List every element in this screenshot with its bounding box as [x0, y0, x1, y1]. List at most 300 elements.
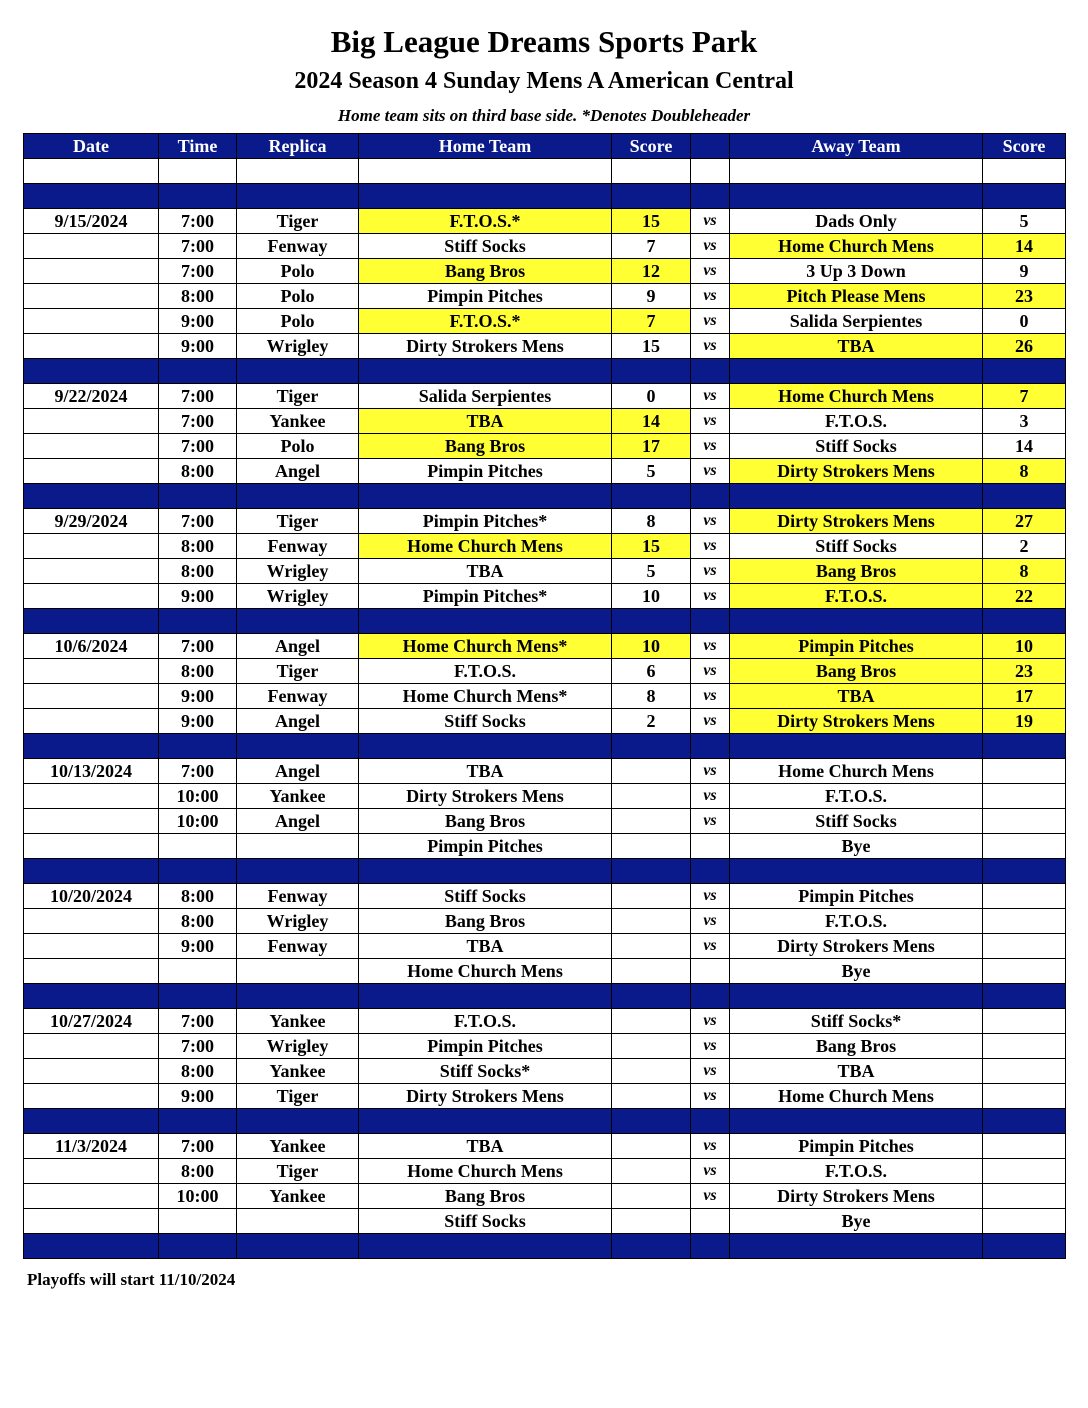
time-cell: 7:00	[159, 209, 237, 234]
separator-cell	[24, 184, 159, 209]
week-separator-row	[24, 859, 1066, 884]
home-team-cell: TBA	[359, 559, 612, 584]
separator-cell	[612, 984, 691, 1009]
date-cell	[24, 1184, 159, 1209]
time-cell: 10:00	[159, 1184, 237, 1209]
separator-cell	[24, 1234, 159, 1259]
time-cell: 9:00	[159, 934, 237, 959]
separator-cell	[159, 734, 237, 759]
separator-cell	[24, 359, 159, 384]
home-score-cell	[612, 784, 691, 809]
blank-cell	[237, 159, 359, 184]
separator-cell	[24, 484, 159, 509]
home-team-cell: Bang Bros	[359, 259, 612, 284]
home-score-cell: 15	[612, 209, 691, 234]
game-row	[24, 459, 1066, 484]
home-score-cell: 5	[612, 459, 691, 484]
home-team-cell: Stiff Socks	[359, 1209, 612, 1234]
replica-cell: Wrigley	[237, 584, 359, 609]
vs-cell: vs	[691, 384, 730, 409]
home-score-cell	[612, 934, 691, 959]
column-header-replica: Replica	[237, 134, 359, 159]
separator-cell	[237, 359, 359, 384]
away-score-cell: 14	[983, 434, 1066, 459]
home-score-cell: 8	[612, 684, 691, 709]
vs-cell: vs	[691, 584, 730, 609]
game-row	[24, 1159, 1066, 1184]
separator-cell	[691, 484, 730, 509]
away-score-cell	[983, 1009, 1066, 1034]
away-team-cell: Dads Only	[730, 209, 983, 234]
week-separator-row	[24, 484, 1066, 509]
replica-cell: Wrigley	[237, 559, 359, 584]
away-team-cell: F.T.O.S.	[730, 909, 983, 934]
game-row	[24, 684, 1066, 709]
away-team-cell: Dirty Strokers Mens	[730, 934, 983, 959]
replica-cell	[237, 959, 359, 984]
time-cell: 8:00	[159, 909, 237, 934]
separator-cell	[691, 984, 730, 1009]
away-team-cell: Pimpin Pitches	[730, 634, 983, 659]
game-row	[24, 1084, 1066, 1109]
home-team-cell: Pimpin Pitches	[359, 284, 612, 309]
separator-cell	[612, 609, 691, 634]
separator-cell	[983, 1234, 1066, 1259]
separator-cell	[730, 484, 983, 509]
time-cell	[159, 834, 237, 859]
away-score-cell: 10	[983, 634, 1066, 659]
date-cell: 11/3/2024	[24, 1134, 159, 1159]
away-team-cell: Salida Serpientes	[730, 309, 983, 334]
game-row	[24, 959, 1066, 984]
home-team-cell: Salida Serpientes	[359, 384, 612, 409]
home-team-cell: Home Church Mens	[359, 534, 612, 559]
column-header-date: Date	[24, 134, 159, 159]
separator-cell	[691, 734, 730, 759]
column-header-vs	[691, 134, 730, 159]
away-team-cell: Home Church Mens	[730, 234, 983, 259]
home-score-cell	[612, 1084, 691, 1109]
separator-cell	[730, 984, 983, 1009]
time-cell: 8:00	[159, 1059, 237, 1084]
away-team-cell: Pitch Please Mens	[730, 284, 983, 309]
away-team-cell: F.T.O.S.	[730, 409, 983, 434]
separator-cell	[24, 1109, 159, 1134]
home-score-cell: 9	[612, 284, 691, 309]
away-score-cell: 14	[983, 234, 1066, 259]
home-score-cell: 5	[612, 559, 691, 584]
away-score-cell: 7	[983, 384, 1066, 409]
home-team-cell: F.T.O.S.*	[359, 209, 612, 234]
away-score-cell	[983, 834, 1066, 859]
away-score-cell	[983, 759, 1066, 784]
away-team-cell: TBA	[730, 684, 983, 709]
replica-cell: Tiger	[237, 209, 359, 234]
date-cell	[24, 1084, 159, 1109]
replica-cell: Polo	[237, 309, 359, 334]
time-cell: 8:00	[159, 559, 237, 584]
away-team-cell: Bye	[730, 834, 983, 859]
separator-cell	[359, 734, 612, 759]
home-score-cell: 0	[612, 384, 691, 409]
game-row	[24, 234, 1066, 259]
time-cell: 9:00	[159, 334, 237, 359]
home-team-cell: Pimpin Pitches	[359, 459, 612, 484]
away-team-cell: Bang Bros	[730, 1034, 983, 1059]
separator-cell	[983, 734, 1066, 759]
separator-cell	[237, 984, 359, 1009]
vs-cell: vs	[691, 709, 730, 734]
home-team-cell: Bang Bros	[359, 909, 612, 934]
date-cell	[24, 534, 159, 559]
away-team-cell: F.T.O.S.	[730, 784, 983, 809]
home-team-cell: Stiff Socks	[359, 234, 612, 259]
away-score-cell: 2	[983, 534, 1066, 559]
time-cell: 7:00	[159, 409, 237, 434]
separator-cell	[359, 359, 612, 384]
home-score-cell: 12	[612, 259, 691, 284]
game-row	[24, 434, 1066, 459]
time-cell: 8:00	[159, 1159, 237, 1184]
time-cell: 8:00	[159, 659, 237, 684]
separator-cell	[24, 609, 159, 634]
time-cell: 8:00	[159, 459, 237, 484]
away-score-cell: 9	[983, 259, 1066, 284]
blank-cell	[691, 159, 730, 184]
week-separator-row	[24, 984, 1066, 1009]
away-score-cell	[983, 1134, 1066, 1159]
separator-cell	[983, 609, 1066, 634]
date-cell	[24, 284, 159, 309]
game-row	[24, 584, 1066, 609]
home-team-cell: TBA	[359, 759, 612, 784]
time-cell: 7:00	[159, 1009, 237, 1034]
replica-cell: Polo	[237, 284, 359, 309]
home-team-cell: Home Church Mens	[359, 1159, 612, 1184]
separator-cell	[159, 859, 237, 884]
replica-cell: Tiger	[237, 384, 359, 409]
time-cell: 8:00	[159, 534, 237, 559]
home-team-cell: Home Church Mens	[359, 959, 612, 984]
blank-row	[24, 159, 1066, 184]
away-score-cell	[983, 784, 1066, 809]
home-score-cell: 10	[612, 634, 691, 659]
column-header-away-team: Away Team	[730, 134, 983, 159]
date-cell	[24, 434, 159, 459]
separator-cell	[612, 1109, 691, 1134]
time-cell: 10:00	[159, 809, 237, 834]
replica-cell: Yankee	[237, 1134, 359, 1159]
time-cell	[159, 959, 237, 984]
date-cell: 10/27/2024	[24, 1009, 159, 1034]
away-team-cell: Bang Bros	[730, 559, 983, 584]
replica-cell: Yankee	[237, 409, 359, 434]
time-cell: 10:00	[159, 784, 237, 809]
home-score-cell	[612, 809, 691, 834]
vs-cell: vs	[691, 1034, 730, 1059]
vs-cell: vs	[691, 1009, 730, 1034]
vs-cell: vs	[691, 1184, 730, 1209]
separator-cell	[691, 184, 730, 209]
game-row	[24, 509, 1066, 534]
date-cell	[24, 409, 159, 434]
separator-cell	[237, 859, 359, 884]
home-score-cell	[612, 1059, 691, 1084]
date-cell	[24, 559, 159, 584]
vs-cell: vs	[691, 784, 730, 809]
away-score-cell: 23	[983, 284, 1066, 309]
week-separator-row	[24, 184, 1066, 209]
replica-cell: Wrigley	[237, 1034, 359, 1059]
separator-cell	[237, 1234, 359, 1259]
column-header-away-score: Score	[983, 134, 1066, 159]
away-score-cell: 23	[983, 659, 1066, 684]
blank-cell	[730, 159, 983, 184]
date-cell: 9/15/2024	[24, 209, 159, 234]
column-header-time: Time	[159, 134, 237, 159]
separator-cell	[159, 609, 237, 634]
vs-cell: vs	[691, 884, 730, 909]
home-score-cell	[612, 884, 691, 909]
blank-cell	[612, 159, 691, 184]
time-cell: 7:00	[159, 259, 237, 284]
date-cell: 9/22/2024	[24, 384, 159, 409]
away-score-cell: 26	[983, 334, 1066, 359]
home-team-cell: TBA	[359, 409, 612, 434]
vs-cell: vs	[691, 334, 730, 359]
week-separator-row	[24, 734, 1066, 759]
separator-cell	[159, 984, 237, 1009]
separator-cell	[691, 1109, 730, 1134]
replica-cell	[237, 834, 359, 859]
date-cell	[24, 1034, 159, 1059]
away-team-cell: F.T.O.S.	[730, 584, 983, 609]
away-score-cell	[983, 1059, 1066, 1084]
blank-cell	[159, 159, 237, 184]
away-team-cell: Bye	[730, 959, 983, 984]
vs-cell: vs	[691, 1084, 730, 1109]
schedule-table	[23, 133, 1066, 1259]
separator-cell	[730, 1109, 983, 1134]
separator-cell	[24, 984, 159, 1009]
game-row	[24, 834, 1066, 859]
separator-cell	[983, 484, 1066, 509]
game-row	[24, 334, 1066, 359]
separator-cell	[983, 359, 1066, 384]
blank-cell	[983, 159, 1066, 184]
separator-cell	[691, 359, 730, 384]
game-row	[24, 884, 1066, 909]
away-team-cell: Home Church Mens	[730, 384, 983, 409]
home-score-cell	[612, 1159, 691, 1184]
date-cell: 10/6/2024	[24, 634, 159, 659]
away-score-cell: 19	[983, 709, 1066, 734]
vs-cell: vs	[691, 309, 730, 334]
column-header-home-score: Score	[612, 134, 691, 159]
separator-cell	[983, 184, 1066, 209]
blank-cell	[24, 159, 159, 184]
vs-cell: vs	[691, 1134, 730, 1159]
date-cell: 10/20/2024	[24, 884, 159, 909]
date-cell	[24, 784, 159, 809]
replica-cell: Polo	[237, 434, 359, 459]
time-cell: 9:00	[159, 709, 237, 734]
date-cell	[24, 334, 159, 359]
replica-cell: Wrigley	[237, 334, 359, 359]
separator-cell	[612, 359, 691, 384]
away-team-cell: Stiff Socks	[730, 809, 983, 834]
separator-cell	[237, 734, 359, 759]
vs-cell: vs	[691, 809, 730, 834]
away-score-cell: 22	[983, 584, 1066, 609]
separator-cell	[612, 484, 691, 509]
home-score-cell: 8	[612, 509, 691, 534]
separator-cell	[359, 1234, 612, 1259]
home-score-cell: 7	[612, 234, 691, 259]
replica-cell: Tiger	[237, 1084, 359, 1109]
date-cell	[24, 1209, 159, 1234]
column-header-home-team: Home Team	[359, 134, 612, 159]
separator-cell	[612, 184, 691, 209]
home-team-cell: Bang Bros	[359, 1184, 612, 1209]
away-score-cell: 8	[983, 459, 1066, 484]
replica-cell: Wrigley	[237, 909, 359, 934]
away-score-cell	[983, 809, 1066, 834]
away-score-cell	[983, 1184, 1066, 1209]
game-row	[24, 1059, 1066, 1084]
game-row	[24, 1009, 1066, 1034]
away-team-cell: Dirty Strokers Mens	[730, 509, 983, 534]
away-team-cell: Bang Bros	[730, 659, 983, 684]
time-cell: 9:00	[159, 309, 237, 334]
vs-cell: vs	[691, 434, 730, 459]
replica-cell: Fenway	[237, 234, 359, 259]
replica-cell: Fenway	[237, 884, 359, 909]
vs-cell: vs	[691, 534, 730, 559]
home-team-cell: Pimpin Pitches*	[359, 509, 612, 534]
separator-cell	[983, 859, 1066, 884]
home-team-cell: Pimpin Pitches*	[359, 584, 612, 609]
vs-cell: vs	[691, 459, 730, 484]
page-subtitle: 2024 Season 4 Sunday Mens A American Central	[294, 68, 794, 94]
separator-cell	[237, 484, 359, 509]
away-score-cell	[983, 1034, 1066, 1059]
separator-cell	[612, 859, 691, 884]
game-row	[24, 809, 1066, 834]
time-cell: 7:00	[159, 384, 237, 409]
replica-cell: Yankee	[237, 1059, 359, 1084]
separator-cell	[237, 609, 359, 634]
vs-cell: vs	[691, 259, 730, 284]
home-team-cell: Pimpin Pitches	[359, 1034, 612, 1059]
game-row	[24, 259, 1066, 284]
home-team-cell: Dirty Strokers Mens	[359, 334, 612, 359]
time-cell: 7:00	[159, 759, 237, 784]
away-team-cell: TBA	[730, 334, 983, 359]
playoffs-note: Playoffs will start 11/10/2024	[27, 1270, 236, 1289]
separator-cell	[730, 184, 983, 209]
separator-cell	[730, 734, 983, 759]
game-row	[24, 559, 1066, 584]
vs-cell: vs	[691, 759, 730, 784]
vs-cell: vs	[691, 1059, 730, 1084]
home-score-cell: 15	[612, 334, 691, 359]
blank-cell	[359, 159, 612, 184]
separator-cell	[359, 609, 612, 634]
replica-cell: Angel	[237, 759, 359, 784]
away-team-cell: Dirty Strokers Mens	[730, 709, 983, 734]
date-cell	[24, 959, 159, 984]
vs-cell: vs	[691, 684, 730, 709]
home-score-cell	[612, 1184, 691, 1209]
separator-cell	[730, 1234, 983, 1259]
game-row	[24, 909, 1066, 934]
separator-cell	[237, 184, 359, 209]
home-team-cell: Stiff Socks*	[359, 1059, 612, 1084]
home-score-cell: 14	[612, 409, 691, 434]
game-row	[24, 1134, 1066, 1159]
game-row	[24, 384, 1066, 409]
game-row	[24, 309, 1066, 334]
vs-cell: vs	[691, 659, 730, 684]
away-score-cell	[983, 909, 1066, 934]
away-score-cell	[983, 1209, 1066, 1234]
separator-cell	[730, 359, 983, 384]
home-team-cell: Bang Bros	[359, 434, 612, 459]
time-cell	[159, 1209, 237, 1234]
home-team-cell: Stiff Socks	[359, 884, 612, 909]
table-header-row	[24, 134, 1066, 159]
away-team-cell: Stiff Socks*	[730, 1009, 983, 1034]
date-cell	[24, 309, 159, 334]
separator-cell	[159, 359, 237, 384]
away-score-cell	[983, 959, 1066, 984]
home-score-cell	[612, 1134, 691, 1159]
date-cell	[24, 1059, 159, 1084]
home-team-cell: Bang Bros	[359, 809, 612, 834]
time-cell: 7:00	[159, 634, 237, 659]
home-team-cell: F.T.O.S.	[359, 1009, 612, 1034]
home-team-cell: Dirty Strokers Mens	[359, 784, 612, 809]
vs-cell	[691, 1209, 730, 1234]
replica-cell: Polo	[237, 259, 359, 284]
separator-cell	[359, 1109, 612, 1134]
vs-cell: vs	[691, 209, 730, 234]
game-row	[24, 659, 1066, 684]
week-separator-row	[24, 1109, 1066, 1134]
game-row	[24, 759, 1066, 784]
date-cell	[24, 259, 159, 284]
replica-cell: Angel	[237, 459, 359, 484]
time-cell: 9:00	[159, 1084, 237, 1109]
game-row	[24, 634, 1066, 659]
replica-cell: Yankee	[237, 784, 359, 809]
time-cell: 9:00	[159, 584, 237, 609]
away-team-cell: Stiff Socks	[730, 434, 983, 459]
away-score-cell	[983, 934, 1066, 959]
date-cell	[24, 459, 159, 484]
away-team-cell: Pimpin Pitches	[730, 884, 983, 909]
separator-cell	[359, 984, 612, 1009]
week-separator-row	[24, 359, 1066, 384]
date-cell	[24, 234, 159, 259]
away-score-cell: 27	[983, 509, 1066, 534]
separator-cell	[730, 859, 983, 884]
home-score-cell: 7	[612, 309, 691, 334]
home-team-cell: Home Church Mens*	[359, 684, 612, 709]
time-cell: 9:00	[159, 684, 237, 709]
date-cell	[24, 834, 159, 859]
